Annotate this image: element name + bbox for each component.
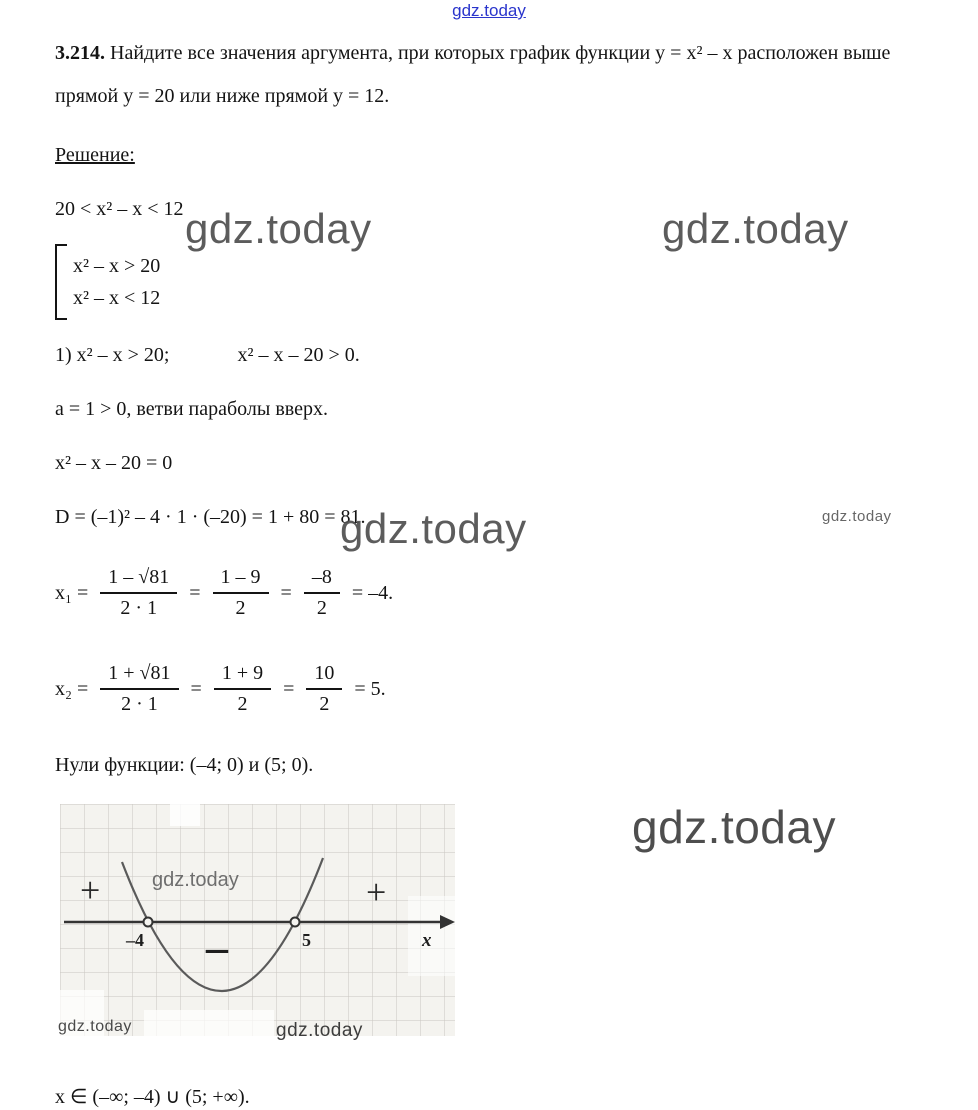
double-inequality-line: 20 < x² – x < 12 (55, 198, 184, 220)
quadratic-equation-line: x² – x – 20 = 0 (55, 452, 173, 474)
system-row-1: x² – x > 20 (73, 255, 161, 277)
graph-grid (60, 804, 455, 1036)
x2-result: = 5. (354, 677, 386, 700)
x2-f3-numerator: 10 (306, 662, 342, 690)
x1-lhs: x₁ = (55, 581, 89, 604)
solution-heading (55, 144, 935, 170)
x2-fraction-1 (100, 662, 178, 716)
root-marker-left (144, 918, 153, 927)
root-label-left: –4 (126, 930, 144, 950)
parabola-sign-sketch (60, 804, 455, 1036)
scan-patch (170, 804, 200, 826)
x1-fraction-1 (100, 566, 177, 620)
plus-sign-right: + (366, 872, 387, 912)
step1-line (55, 344, 935, 370)
x1-result: = –4. (351, 581, 394, 604)
system-bracket (55, 244, 67, 320)
problem-number: 3.214. (55, 42, 105, 64)
branches-note-line: a = 1 > 0, ветви параболы вверх. (55, 398, 328, 420)
root-x1-line (55, 556, 935, 630)
watermark-center: gdz.today (340, 505, 527, 552)
watermark-large-right: gdz.today (632, 801, 836, 853)
watermark-mid-left: gdz.today (185, 205, 372, 252)
watermark-bottom-center: gdz.today (276, 1020, 363, 1041)
site-link[interactable]: gdz.today (452, 1, 526, 20)
problem-statement (55, 32, 935, 118)
system-rows (73, 250, 160, 314)
x2-fraction-2 (214, 662, 271, 716)
root-label-right: 5 (302, 930, 311, 950)
discriminant-line: D = (–1)² – 4 · 1 · (–20) = 1 + 80 = 81. (55, 506, 366, 528)
x2-f1-denominator: 2 · 1 (121, 693, 158, 715)
watermark-mid-right: gdz.today (662, 205, 849, 252)
root-marker-right (291, 918, 300, 927)
x1-f3-denominator: 2 (316, 597, 327, 619)
root-x2-line (55, 652, 935, 726)
x-axis-label: x (422, 930, 432, 951)
equals-sign: = (283, 677, 295, 700)
x2-f2-numerator: 1 + 9 (214, 662, 271, 690)
x1-fraction-2 (213, 566, 269, 620)
watermark-right-small: gdz.today (822, 508, 892, 525)
x1-fraction-3 (304, 566, 340, 620)
x1-f2-numerator: 1 – 9 (213, 566, 269, 594)
x2-f3-denominator: 2 (319, 693, 330, 715)
equals-sign: = (280, 581, 292, 604)
x1-f1-denominator: 2 · 1 (120, 597, 158, 619)
x2-f1-numerator: 1 + √81 (100, 662, 178, 690)
plus-sign-left: + (80, 870, 101, 910)
equals-sign: = (190, 677, 202, 700)
step1-left: 1) x² – x > 20; (55, 344, 170, 366)
system-row-2: x² – x < 12 (73, 287, 161, 309)
x2-f2-denominator: 2 (237, 693, 248, 715)
scan-patch (144, 1010, 274, 1036)
graph-svg (60, 804, 455, 1036)
equals-sign: = (189, 581, 201, 604)
step1-right: x² – x – 20 > 0. (237, 344, 360, 366)
solution-heading-label: Решение: (55, 144, 135, 166)
scan-patch (408, 896, 455, 976)
answer-line: x ∈ (–∞; –4) ∪ (5; +∞). (55, 1086, 250, 1108)
watermark-bottom-left: gdz.today (58, 1018, 132, 1035)
graph-watermark: gdz.today (152, 869, 239, 891)
problem-text: Найдите все значения аргумента, при которых график функции y = x² – x расположен выше прямой y = 20 или ниже прямой y = 12. (55, 42, 891, 107)
x2-lhs: x₂ = (55, 677, 89, 700)
minus-sign: – (206, 923, 228, 972)
solution-document (55, 32, 935, 1110)
inequality-system (55, 244, 935, 320)
x1-f1-numerator: 1 – √81 (100, 566, 177, 594)
x1-f2-denominator: 2 (235, 597, 246, 619)
x1-f3-numerator: –8 (304, 566, 340, 594)
function-zeros-line: Нули функции: (–4; 0) и (5; 0). (55, 754, 314, 776)
x2-fraction-3 (306, 662, 342, 716)
